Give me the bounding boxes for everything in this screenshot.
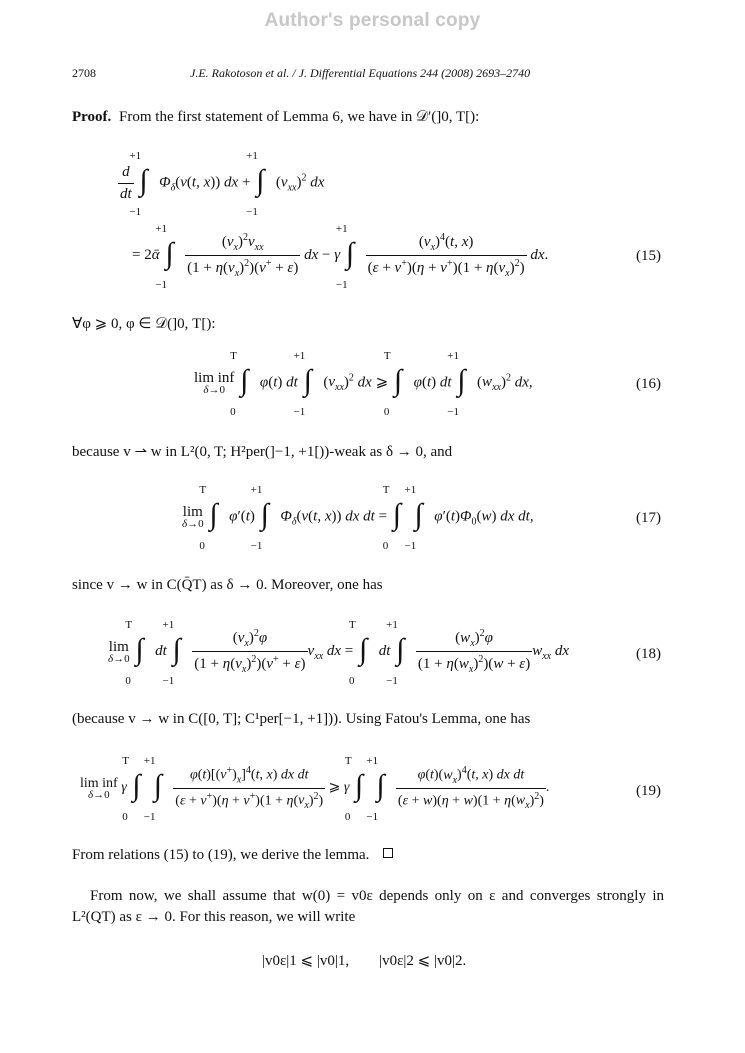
- fraction: $\frac{(v_x)^4(t, x)}{(\varepsilon + v^+)(\eta + v^+)(1 + \eta(v_x)^2)}$: [367, 232, 525, 279]
- integral-sign: ∫ +1 −1: [447, 350, 466, 418]
- followup-line1: From now, we shall assume that w(0) = v0ε depends only on ε and converges strongly in: [90, 888, 664, 904]
- integral-sign: ∫ T 0: [349, 618, 368, 687]
- integral-sign: ∫ +1 −1: [250, 484, 269, 552]
- equation-number-17: (17): [636, 510, 661, 526]
- fraction: $\frac{(v_x)^2v_{xx}}{(1 + \eta(v_x)^2)(v^+ + \varepsilon)}$: [187, 232, 299, 279]
- integral-sign: ∫ +1 −1: [366, 755, 385, 823]
- page-number: 2708: [72, 66, 96, 80]
- integral-sign: ∫ +1 −1: [129, 150, 148, 218]
- eq15-line2: = 2ᾱ ∫ +1 −1 $\frac{(v_x)^2v_{xx}}{(1 + \eta(v_x)^2)(v^+ + \varepsilon)}$ dx − γ ∫ +1 −1 $\frac{(v_x)^4(t, x)}{(\varepsilon + v^+)(\eta + v^+)(1 + \eta(v_x)^2)}$ dx.: [132, 222, 549, 291]
- integral-sign: ∫ T 0: [383, 350, 403, 418]
- proof-intro-line: [72, 108, 479, 126]
- integral-sign: ∫ +1 −1: [162, 618, 181, 687]
- equation-number-19: (19): [636, 783, 661, 799]
- para-fatou: (because v → w in C([0, T]; C¹per[−1, +1])). Using Fatou's Lemma, one has: [72, 711, 531, 727]
- integral-sign: ∫ +1 −1: [386, 618, 405, 687]
- integral-sign: ∫ +1 −1: [143, 755, 162, 823]
- liminf-operator: lim inf δ→0: [80, 775, 118, 801]
- equation-number-18: (18): [636, 646, 661, 662]
- lim-operator: lim δ→0: [108, 638, 130, 665]
- integral-sign: ∫ T 0: [125, 618, 144, 687]
- watermark: Author's personal copy: [264, 10, 481, 31]
- liminf-operator: lim inf δ→0: [194, 370, 235, 396]
- proof-label: Proof.: [72, 109, 112, 125]
- eq19: lim inf δ→0 γ ∫ T 0 ∫ +1 −1 $\frac{\varphi(t)[(v^+)_x]^4(t, x) dx dt}{(\varepsilon + v^+)(\eta + v^+)(1 + \eta(v_x)^2)}$ ⩾ γ ∫ T 0 ∫ +1 −1 $\frac{\varphi(t)(w_x)^4(t, x) dx dt}{(\varepsilon + w)(\eta + w)(1 + \eta(w_x)^2)}$ .: [80, 755, 550, 823]
- qed-square-icon: [383, 848, 393, 858]
- integral-sign: ∫ +1 −1: [293, 350, 312, 418]
- integral-sign: ∫ T 0: [382, 484, 401, 552]
- para-weak-convergence: because v ⇀ w in L²(0, T; H²per(]−1, +1[))-weak as δ → 0, and: [72, 444, 453, 460]
- proof-intro-text: From the first statement of Lemma 6, we have in 𝒟′(]0, T[):: [119, 109, 480, 125]
- integral-sign: ∫ +1 −1: [155, 222, 174, 291]
- followup-paragraph: [72, 886, 664, 928]
- norm-inequality: |v0ε|1 ⩽ |v0|1, |v0ε|2 ⩽ |v0|2.: [262, 953, 467, 969]
- para-since: since v → w in C(Q̄T) as δ → 0. Moreover, one has: [72, 577, 383, 593]
- integral-sign: ∫ T 0: [122, 755, 141, 823]
- lim-operator: lim δ→0: [182, 504, 204, 530]
- fraction: $\frac{(w_x)^2\varphi}{(1 + \eta(w_x)^2)(w + \varepsilon)}$: [417, 628, 531, 675]
- ddt-fraction: $\frac{d}{dt}$: [120, 163, 132, 202]
- fraction: $\frac{(v_x)^2\varphi}{(1 + \eta(v_x)^2)(v^+ + \varepsilon)}$: [194, 628, 306, 675]
- fraction: $\frac{\varphi(t)[(v^+)_x]^4(t, x) dx dt}{(\varepsilon + v^+)(\eta + v^+)(1 + \eta(v_x)^2)}$: [175, 765, 324, 811]
- followup-line2: L²(QT) as ε → 0. For this reason, we will write: [72, 909, 356, 925]
- integral-sign: ∫ T 0: [344, 755, 364, 823]
- integral-sign: ∫ +1 −1: [335, 222, 355, 291]
- proof-conclusion: From relations (15) to (19), we derive the lemma.: [72, 847, 370, 863]
- equation-number-15: (15): [636, 248, 661, 264]
- running-head: J.E. Rakotoson et al. / J. Differential Equations 244 (2008) 2693–2740: [190, 66, 531, 80]
- integral-sign: ∫ T 0: [230, 350, 249, 418]
- equation-number-16: (16): [636, 376, 661, 392]
- eq18: lim δ→0 ∫ T 0 dt ∫ +1 −1 $\frac{(v_x)^2\varphi}{(1 + \eta(v_x)^2)(v^+ + \varepsilon)}$ $v_{xx}$ dx = ∫ T 0 dt ∫ +1 −1 $\frac{(w_x)^2\varphi}{(1 + \eta(w_x)^2)(w + \varepsilon)}$ $w_{xx}$ dx: [108, 618, 570, 687]
- eq17: lim δ→0 ∫ T 0 φ′(t) ∫ +1 −1 $\Phi_\delta(v(t$, x)) dx dt = ∫ T 0 ∫ +1 −1 $\varphi'(t)\Phi_0(w)$ dx dt,: [182, 484, 534, 552]
- para-forall: ∀φ ⩾ 0, φ ∈ 𝒟(]0, T[):: [72, 316, 216, 332]
- proof-conclusion-line: [72, 847, 393, 864]
- fraction: $\frac{\varphi(t)(w_x)^4(t, x) dx dt}{(\varepsilon + w)(\eta + w)(1 + \eta(w_x)^2)}$: [397, 765, 544, 811]
- integral-sign: ∫ T 0: [199, 484, 218, 552]
- eq15-line1: $\frac{d}{dt}$ ∫ +1 −1 $\Phi_\delta(v(t$, x)) dx + ∫ +1 −1 $(v_{xx})^2$ dx: [120, 150, 325, 218]
- integral-sign: ∫ +1 −1: [404, 484, 423, 552]
- eq16: lim inf δ→0 ∫ T 0 φ(t) dt ∫ +1 −1 $(v_{xx})^2$ dx ⩾ ∫ T 0 φ(t) dt ∫ +1 −1 $(w_{xx})^2$ dx,: [194, 350, 533, 418]
- integral-sign: ∫ +1 −1: [246, 150, 265, 218]
